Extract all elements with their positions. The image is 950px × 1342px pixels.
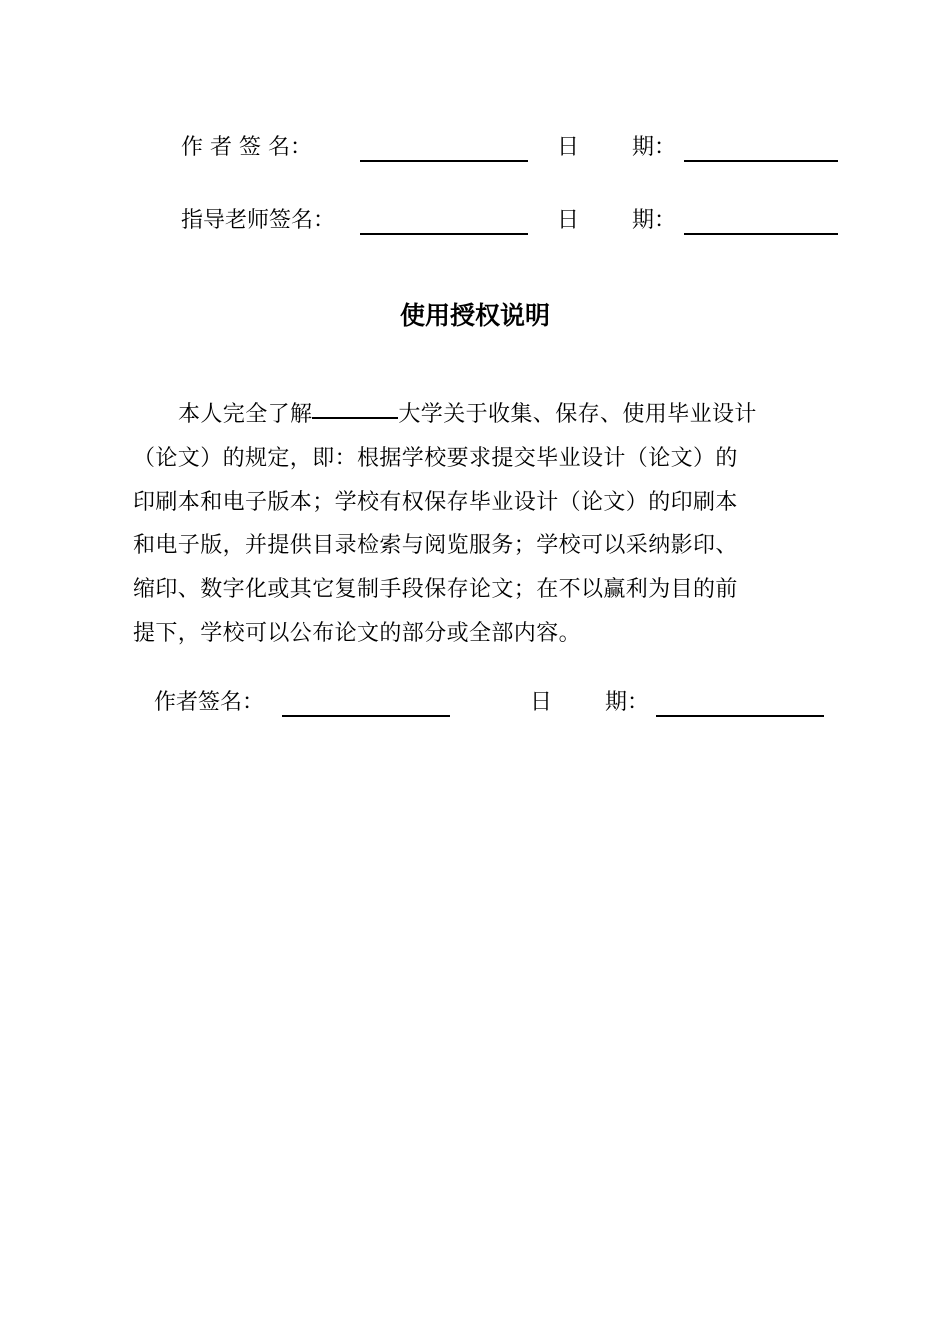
date-label-char-1: 日	[557, 208, 580, 233]
authorization-author-label: 作者签名：	[154, 690, 265, 715]
date-label-char-1: 日	[557, 135, 580, 160]
author-date-field[interactable]	[684, 160, 838, 162]
date-label-char-2: 期：	[632, 135, 677, 160]
university-name-field[interactable]	[312, 393, 398, 419]
paragraph-line-1	[133, 393, 845, 437]
paragraph-line-3: 印刷本和电子版本；学校有权保存毕业设计（论文）的印刷本	[133, 489, 738, 515]
advisor-signature-field[interactable]	[360, 233, 528, 235]
authorization-date-field[interactable]	[656, 715, 824, 717]
advisor-date-field[interactable]	[684, 233, 838, 235]
authorization-title: 使用授权说明	[399, 301, 550, 330]
authorization-paragraph	[133, 393, 845, 656]
paragraph-line-6: 提下，学校可以公布论文的部分或全部内容。	[133, 620, 582, 646]
paragraph-text: 本人完全了解	[178, 402, 313, 427]
paragraph-line-2: （论文）的规定，即：根据学校要求提交毕业设计（论文）的	[133, 445, 738, 471]
paragraph-line-4: 和电子版，并提供目录检索与阅览服务；学校可以采纳影印、	[133, 533, 738, 559]
author-signature-field[interactable]	[360, 160, 528, 162]
advisor-signature-row	[0, 203, 950, 239]
author-signature-row	[0, 130, 950, 166]
date-label-char-2: 期：	[605, 690, 650, 715]
paragraph-text: 大学关于收集、保存、使用毕业设计	[398, 402, 757, 427]
date-label-char-1: 日	[530, 690, 553, 715]
paragraph-line-5: 缩印、数字化或其它复制手段保存论文；在不以赢利为目的前	[133, 577, 738, 603]
authorization-signature-row	[0, 685, 950, 721]
date-label-char-2: 期：	[632, 208, 677, 233]
advisor-signature-label: 指导老师签名：	[181, 208, 336, 233]
authorization-author-field[interactable]	[282, 715, 450, 717]
author-signature-label: 作 者 签 名：	[181, 135, 312, 160]
